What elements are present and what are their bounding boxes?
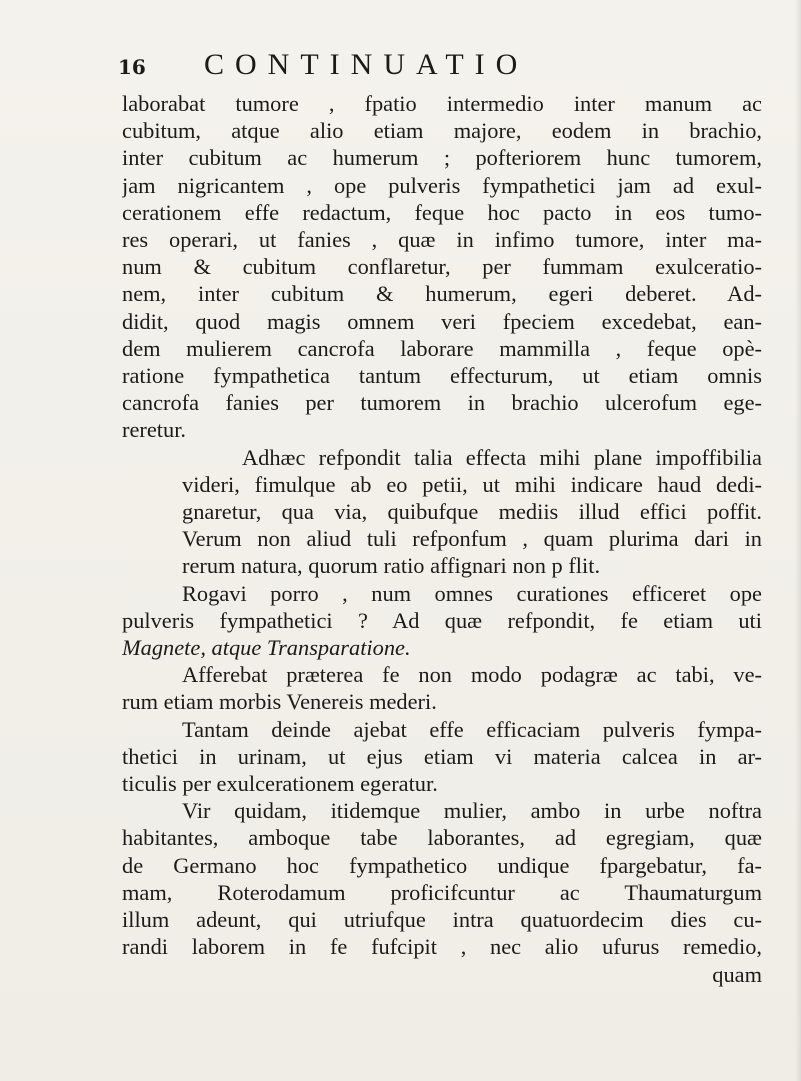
text-line: cancrofa fanies per tumorem in brachio ulcerofum ege- (122, 390, 762, 416)
text-line: rum etiam morbis Venereis mederi. (122, 689, 437, 715)
text-line: Verum non aliud tuli refponfum , quam plurima dari in (182, 526, 762, 552)
text-line: inter cubitum ac humerum ; pofteriorem hunc tumorem, (122, 145, 762, 171)
text-line: cubitum, atque alio etiam majore, eodem in brachio, (122, 118, 762, 144)
text-line: rerum natura, quorum ratio affignari non p flit. (182, 553, 601, 579)
text-line: dem mulierem cancrofa laborare mammilla , feque opè- (122, 335, 762, 361)
text-line: res operari, ut fanies , quæ in infimo tumore, inter ma- (122, 227, 762, 253)
text-line: Rogavi porro , num omnes curationes efficeret ope (182, 580, 762, 606)
text-line: reretur. (122, 417, 187, 443)
text-line: thetici in urinam, ut ejus etiam vi materia calcea in ar- (122, 743, 762, 769)
catchword: quam (712, 961, 762, 987)
text-line: Afferebat præterea fe non modo podagræ ac tabi, ve- (182, 662, 762, 688)
text-line: jam nigricantem , ope pulveris fympathetici jam ad exul- (122, 172, 762, 198)
page-edge-shadow (795, 0, 801, 1081)
paragraph-1 (122, 90, 762, 444)
text-line: laborabat tumore , fpatio intermedio inter manum ac (122, 91, 762, 116)
paragraph-6 (122, 797, 762, 960)
text-line: didit, quod magis omnem veri fpeciem excedebat, ean- (122, 308, 762, 334)
text-line: Adhæc refpondit talia effecta mihi plane impoffibilia (242, 444, 762, 470)
text-line: habitantes, amboque tabe laborantes, ad egregiam, quæ (122, 825, 762, 851)
text-line: pulveris fympathetici ? Ad quæ refpondit, fe etiam uti (122, 607, 762, 633)
paragraph-5 (122, 716, 762, 798)
text-line: ticulis per exulcerationem egeratur. (122, 771, 438, 797)
paragraph-3 (122, 580, 762, 662)
text-line: illum adeunt, qui utriufque intra quatuordecim dies cu- (122, 907, 762, 933)
running-head (118, 48, 761, 88)
text-line: randi laborem in fe fufcipit , nec alio ufurus remedio, (122, 934, 762, 960)
text-line: num & cubitum conflaretur, per fummam exulceratio- (122, 254, 762, 280)
running-title: CONTINUATIO (204, 48, 529, 81)
text-line: Vir quidam, itidemque mulier, ambo in urbe noftra (182, 798, 762, 824)
text-line-italic (122, 634, 762, 661)
text-line: mam, Roterodamum proficifcuntur ac Thaumaturgum (122, 879, 762, 905)
text-line: gnaretur, qua via, quibufque mediis illud effici poffit. (182, 499, 762, 525)
page-number: 16 (118, 55, 146, 79)
paragraph-4 (122, 661, 762, 715)
text-line: Tantam deinde ajebat effe efficaciam pulveris fympa- (182, 716, 762, 742)
text-line: videri, fimulque ab eo petii, ut mihi indicare haud dedi- (182, 471, 762, 497)
text-line: de Germano hoc fympathetico undique fpargebatur, fa- (122, 852, 762, 878)
body-text (122, 90, 762, 961)
text-line: ratione fympathetica tantum effecturum, ut etiam omnis (122, 363, 762, 389)
paragraph-2 (122, 444, 762, 580)
text-line: cerationem effe redactum, feque hoc pacto in eos tumo- (122, 199, 762, 225)
text-line: nem, inter cubitum & humerum, egeri deberet. Ad- (122, 281, 762, 307)
emphasis-text: Magnete, atque Transparatione. (122, 635, 411, 661)
